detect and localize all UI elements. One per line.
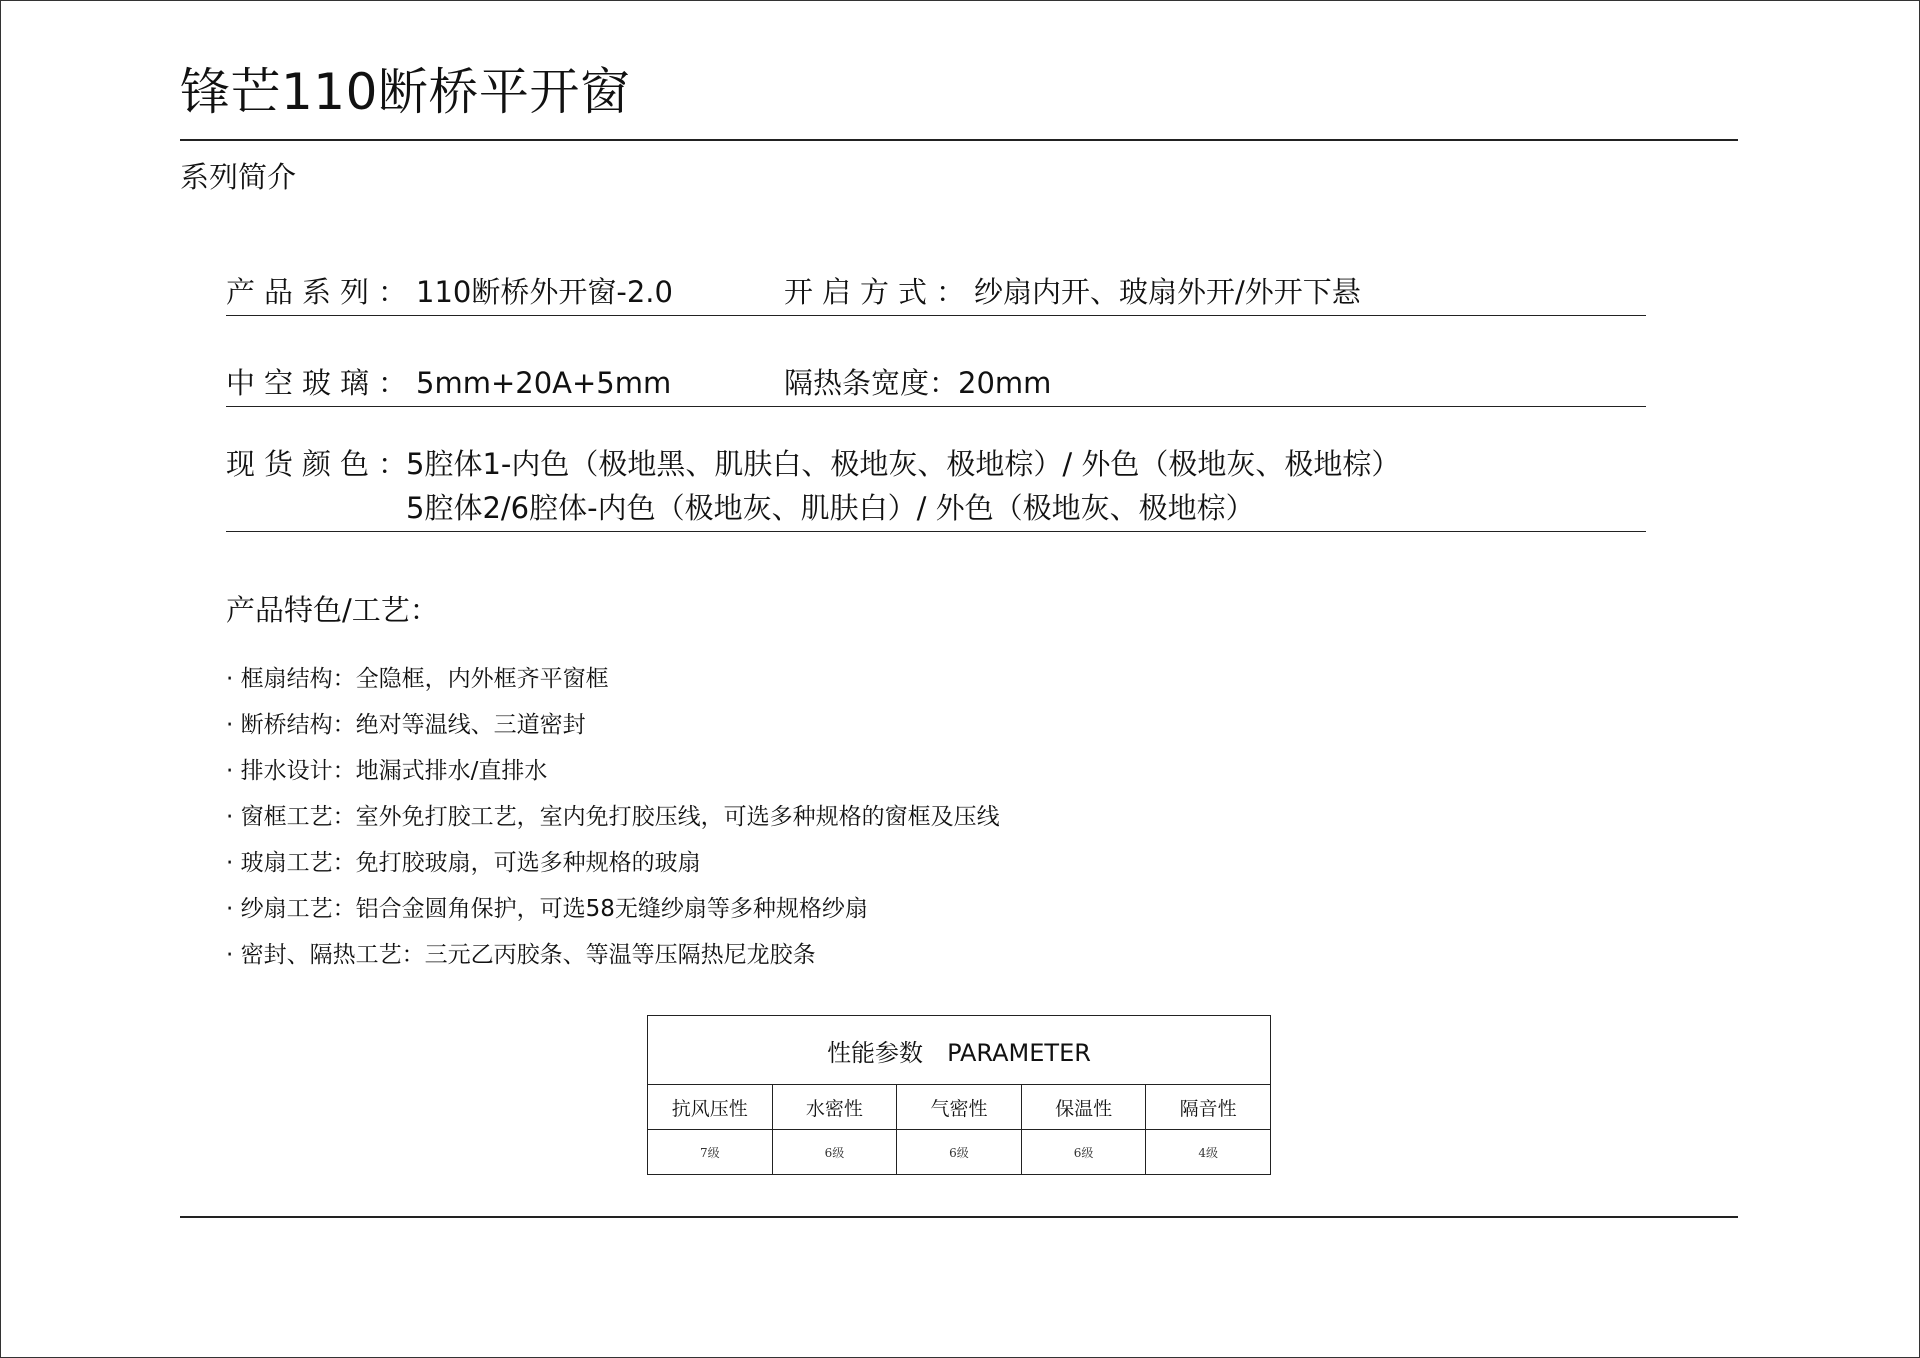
spec-row-colors [226, 442, 1646, 532]
list-item: · 纱扇工艺：铝合金圆角保护，可选58无缝纱扇等多种规格纱扇 [226, 896, 868, 922]
table-row [648, 1130, 1271, 1175]
spec-row-divider [226, 315, 1646, 316]
spec-opening [784, 270, 1361, 314]
spec-colors-value-1: 5腔体1-内色（极地黑、肌肤白、极地灰、极地棕）/ 外色（极地灰、极地棕） [406, 447, 1401, 481]
page-title: 锋芒110断桥平开窗 [180, 63, 631, 121]
spec-glass-value: 5mm+20A+5mm [416, 366, 672, 400]
spec-thermal-strip-label: 隔热条宽度： [784, 366, 959, 400]
spec-series [226, 270, 673, 314]
table-cell: 4级 [1146, 1130, 1271, 1175]
list-item: · 排水设计：地漏式排水/直排水 [226, 758, 548, 784]
list-item: · 断桥结构：绝对等温线、三道密封 [226, 712, 586, 738]
table-header-cell: 保温性 [1021, 1085, 1146, 1130]
spec-glass-label: 中空玻璃： [226, 366, 417, 400]
parameter-table [647, 1015, 1271, 1175]
spec-colors-value-2: 5腔体2/6腔体-内色（极地灰、肌肤白）/ 外色（极地灰、极地棕） [406, 491, 1255, 525]
table-cell: 7级 [648, 1130, 773, 1175]
title-divider [180, 139, 1738, 141]
list-item: · 玻扇工艺：免打胶玻扇，可选多种规格的玻扇 [226, 850, 701, 876]
spec-row-series [226, 270, 1646, 316]
parameter-table-caption [648, 1016, 1271, 1085]
spec-series-label: 产品系列： [226, 275, 417, 309]
table-cell: 6级 [772, 1130, 897, 1175]
list-item: · 框扇结构：全隐框，内外框齐平窗框 [226, 666, 609, 692]
spec-thermal-strip [784, 361, 1051, 405]
spec-thermal-strip-value: 20mm [958, 366, 1052, 400]
table-header-cell: 气密性 [897, 1085, 1022, 1130]
spec-series-value: 110断桥外开窗-2.0 [416, 275, 673, 309]
parameter-caption-cn: 性能参数 [827, 1038, 924, 1067]
section-subtitle: 系列简介 [180, 160, 297, 194]
spec-opening-label: 开启方式： [784, 275, 975, 309]
table-header-cell: 抗风压性 [648, 1085, 773, 1130]
table-header-cell: 水密性 [772, 1085, 897, 1130]
spec-row-glass [226, 361, 1646, 407]
spec-row-divider [226, 531, 1646, 532]
list-item: · 窗框工艺：室外免打胶工艺，室内免打胶压线，可选多种规格的窗框及压线 [226, 804, 1000, 830]
table-header-cell: 隔音性 [1146, 1085, 1271, 1130]
table-cell: 6级 [897, 1130, 1022, 1175]
spec-row-divider [226, 406, 1646, 407]
list-item: · 密封、隔热工艺：三元乙丙胶条、等温等压隔热尼龙胶条 [226, 942, 816, 968]
features-list [226, 656, 1000, 978]
spec-glass [226, 361, 671, 405]
spec-colors [226, 442, 416, 486]
spec-colors-label: 现货颜色： [226, 447, 417, 481]
spec-opening-value: 纱扇内开、玻扇外开/外开下悬 [974, 275, 1361, 309]
table-header-row [648, 1085, 1271, 1130]
bottom-divider [180, 1216, 1738, 1218]
parameter-caption-en: PARAMETER [947, 1038, 1091, 1067]
features-heading: 产品特色/工艺： [226, 593, 439, 627]
table-cell: 6级 [1021, 1130, 1146, 1175]
